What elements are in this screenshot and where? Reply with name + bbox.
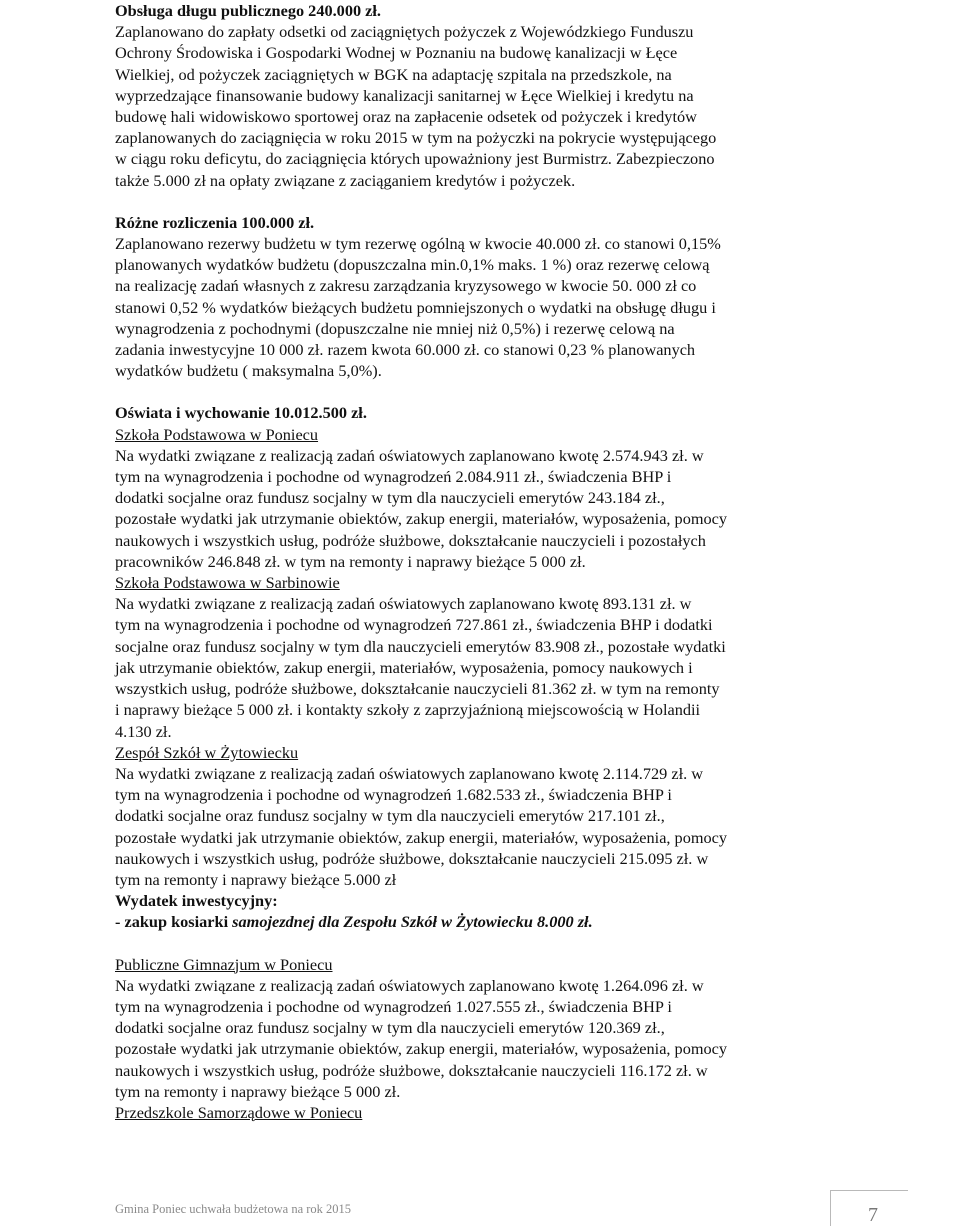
investment-detail: samojezdnej dla Zespołu Szkół w Żytowiecku 8.000 zł. xyxy=(232,912,593,932)
paragraph-line: Na wydatki związane z realizacją zadań oświatowych zaplanowano kwotę 1.264.096 zł. w xyxy=(115,975,704,995)
paragraph-line: 4.130 zł. xyxy=(115,721,172,741)
paragraph-line: Ochrony Środowiska i Gospodarki Wodnej w Poznaniu na budowę kanalizacji w Łęce xyxy=(115,43,678,63)
paragraph-line: Na wydatki związane z realizacją zadań oświatowych zaplanowano kwotę 2.114.729 zł. w xyxy=(115,763,703,783)
paragraph-line: wydatków budżetu ( maksymalna 5,0%). xyxy=(115,361,382,381)
paragraph-line: tym na remonty i naprawy bieżące 5.000 zł xyxy=(115,869,397,889)
paragraph-line: zaplanowanych do zaciągnięcia w roku 2015 w tym na pożyczki na pokrycie występującego xyxy=(115,128,717,148)
paragraph-line: wyprzedzające finansowanie budowy kanalizacji sanitarnej w Łęce Wielkiej i kredytu na xyxy=(115,85,694,105)
paragraph-line: Na wydatki związane z realizacją zadań oświatowych zaplanowano kwotę 893.131 zł. w xyxy=(115,594,692,614)
paragraph-line: Wielkiej, od pożyczek zaciągniętych w BGK na adaptację szpitala na przedszkole, na xyxy=(115,64,672,84)
school-body xyxy=(115,763,835,890)
paragraph-line: Na wydatki związane z realizacją zadań oświatowych zaplanowano kwotę 2.574.943 zł. w xyxy=(115,445,704,465)
page-number: 7 xyxy=(868,1204,878,1226)
school-title: Szkoła Podstawowa w Sarbinowie xyxy=(115,573,340,593)
paragraph-line: Zaplanowano rezerwy budżetu w tym rezerwę ogólną w kwocie 40.000 zł. co stanowi 0,15% xyxy=(115,234,721,254)
school-body xyxy=(115,975,835,1102)
paragraph-line: pracowników 246.848 zł. w tym na remonty i naprawy bieżące 5 000 zł. xyxy=(115,551,586,571)
spacer xyxy=(115,933,835,954)
paragraph-line: wszystkich usług, podróże służbowe, dokształcanie nauczycieli 81.362 zł. w tym na remonty xyxy=(115,679,720,699)
frame-divider xyxy=(830,1190,908,1191)
paragraph-line: także 5.000 zł na opłaty związane z zaciąganiem kredytów i pożyczek. xyxy=(115,170,576,190)
paragraph-line: dodatki socjalne oraz fundusz socjalny w tym dla nauczycieli emerytów 217.101 zł., xyxy=(115,806,665,826)
paragraph-line: tym na wynagrodzenia i pochodne od wynagrodzeń 727.861 zł., świadczenia BHP i dodatki xyxy=(115,615,713,635)
page-footer: Gmina Poniec uchwała budżetowa na rok 2015 xyxy=(115,1202,352,1216)
paragraph-line: naukowych i wszystkich usług, podróże służbowe, dokształcanie nauczycieli i pozostałych xyxy=(115,530,706,550)
paragraph-line: na realizację zadań własnych z zakresu zarządzania kryzysowego w kwocie 50. 000 zł co xyxy=(115,276,697,296)
investment-prefix: - zakup kosiarki xyxy=(115,912,233,932)
paragraph-line: w ciągu roku deficytu, do zaciągnięcia których upoważniony jest Burmistrz. Zabezpieczono xyxy=(115,149,715,169)
paragraph-line: tym na wynagrodzenia i pochodne od wynagrodzeń 1.682.533 zł., świadczenia BHP i xyxy=(115,785,672,805)
frame-divider xyxy=(830,1190,831,1226)
paragraph-line: naukowych i wszystkich usług, podróże służbowe, dokształcanie nauczycieli 116.172 zł. w xyxy=(115,1060,708,1080)
section-body-debt xyxy=(115,21,835,191)
paragraph-line: wynagrodzenia z pochodnymi (dopuszczalne nie mniej niż 0,5%) i rezerwę celową na xyxy=(115,318,675,338)
section-heading-reserves: Różne rozliczenia 100.000 zł. xyxy=(115,212,315,232)
school-title: Szkoła Podstawowa w Poniecu xyxy=(115,424,319,444)
section-body-reserves xyxy=(115,233,835,381)
paragraph-line: naukowych i wszystkich usług, podróże służbowe, dokształcanie nauczycieli 215.095 zł. w xyxy=(115,848,709,868)
school-title: Zespół Szkół w Żytowiecku xyxy=(115,742,299,762)
document-page xyxy=(115,0,835,1123)
paragraph-line: pozostałe wydatki jak utrzymanie obiektów, zakup energii, materiałów, wyposażenia, pomocy xyxy=(115,509,728,529)
paragraph-line: budowę hali widowiskowo sportowej oraz na zapłacenie odsetek od pożyczek i kredytów xyxy=(115,107,697,127)
spacer xyxy=(115,381,835,402)
paragraph-line: zadania inwestycyjne 10 000 zł. razem kwota 60.000 zł. co stanowi 0,23 % planowanych xyxy=(115,340,696,360)
school-body xyxy=(115,593,835,741)
paragraph-line: tym na remonty i naprawy bieżące 5 000 zł. xyxy=(115,1081,401,1101)
paragraph-line: Zaplanowano do zapłaty odsetki od zaciągniętych pożyczek z Wojewódzkiego Funduszu xyxy=(115,22,694,42)
school-title: Przedszkole Samorządowe w Poniecu xyxy=(115,1102,363,1122)
paragraph-line: pozostałe wydatki jak utrzymanie obiektów, zakup energii, materiałów, wyposażenia, pomocy xyxy=(115,827,728,847)
section-heading-debt: Obsługa długu publicznego 240.000 zł. xyxy=(115,1,381,20)
paragraph-line: jak utrzymanie obiektów, zakup energii, materiałów, wyposażenia, pomocy naukowych i xyxy=(115,657,693,677)
investment-item xyxy=(115,911,835,932)
paragraph-line: dodatki socjalne oraz fundusz socjalny w tym dla nauczycieli emerytów 243.184 zł., xyxy=(115,488,665,508)
paragraph-line: i naprawy bieżące 5 000 zł. i kontakty szkoły z zaprzyjaźnioną miejscowością w Holandii xyxy=(115,700,701,720)
school-body xyxy=(115,445,835,572)
paragraph-line: tym na wynagrodzenia i pochodne od wynagrodzeń 1.027.555 zł., świadczenia BHP i xyxy=(115,996,672,1016)
school-title: Publiczne Gimnazjum w Poniecu xyxy=(115,954,333,974)
paragraph-line: stanowi 0,52 % wydatków bieżących budżetu pomniejszonych o wydatki na obsługę długu i xyxy=(115,297,716,317)
paragraph-line: socjalne oraz fundusz socjalny w tym dla nauczycieli emerytów 83.908 zł., pozostałe wydatki xyxy=(115,636,726,656)
paragraph-line: planowanych wydatków budżetu (dopuszczalna min.0,1% maks. 1 %) oraz rezerwę celową xyxy=(115,255,710,275)
investment-heading: Wydatek inwestycyjny: xyxy=(115,891,278,911)
section-heading-education: Oświata i wychowanie 10.012.500 zł. xyxy=(115,403,367,423)
spacer xyxy=(115,191,835,212)
paragraph-line: dodatki socjalne oraz fundusz socjalny w tym dla nauczycieli emerytów 120.369 zł., xyxy=(115,1018,665,1038)
paragraph-line: tym na wynagrodzenia i pochodne od wynagrodzeń 2.084.911 zł., świadczenia BHP i xyxy=(115,467,672,487)
paragraph-line: pozostałe wydatki jak utrzymanie obiektów, zakup energii, materiałów, wyposażenia, pomocy xyxy=(115,1039,728,1059)
